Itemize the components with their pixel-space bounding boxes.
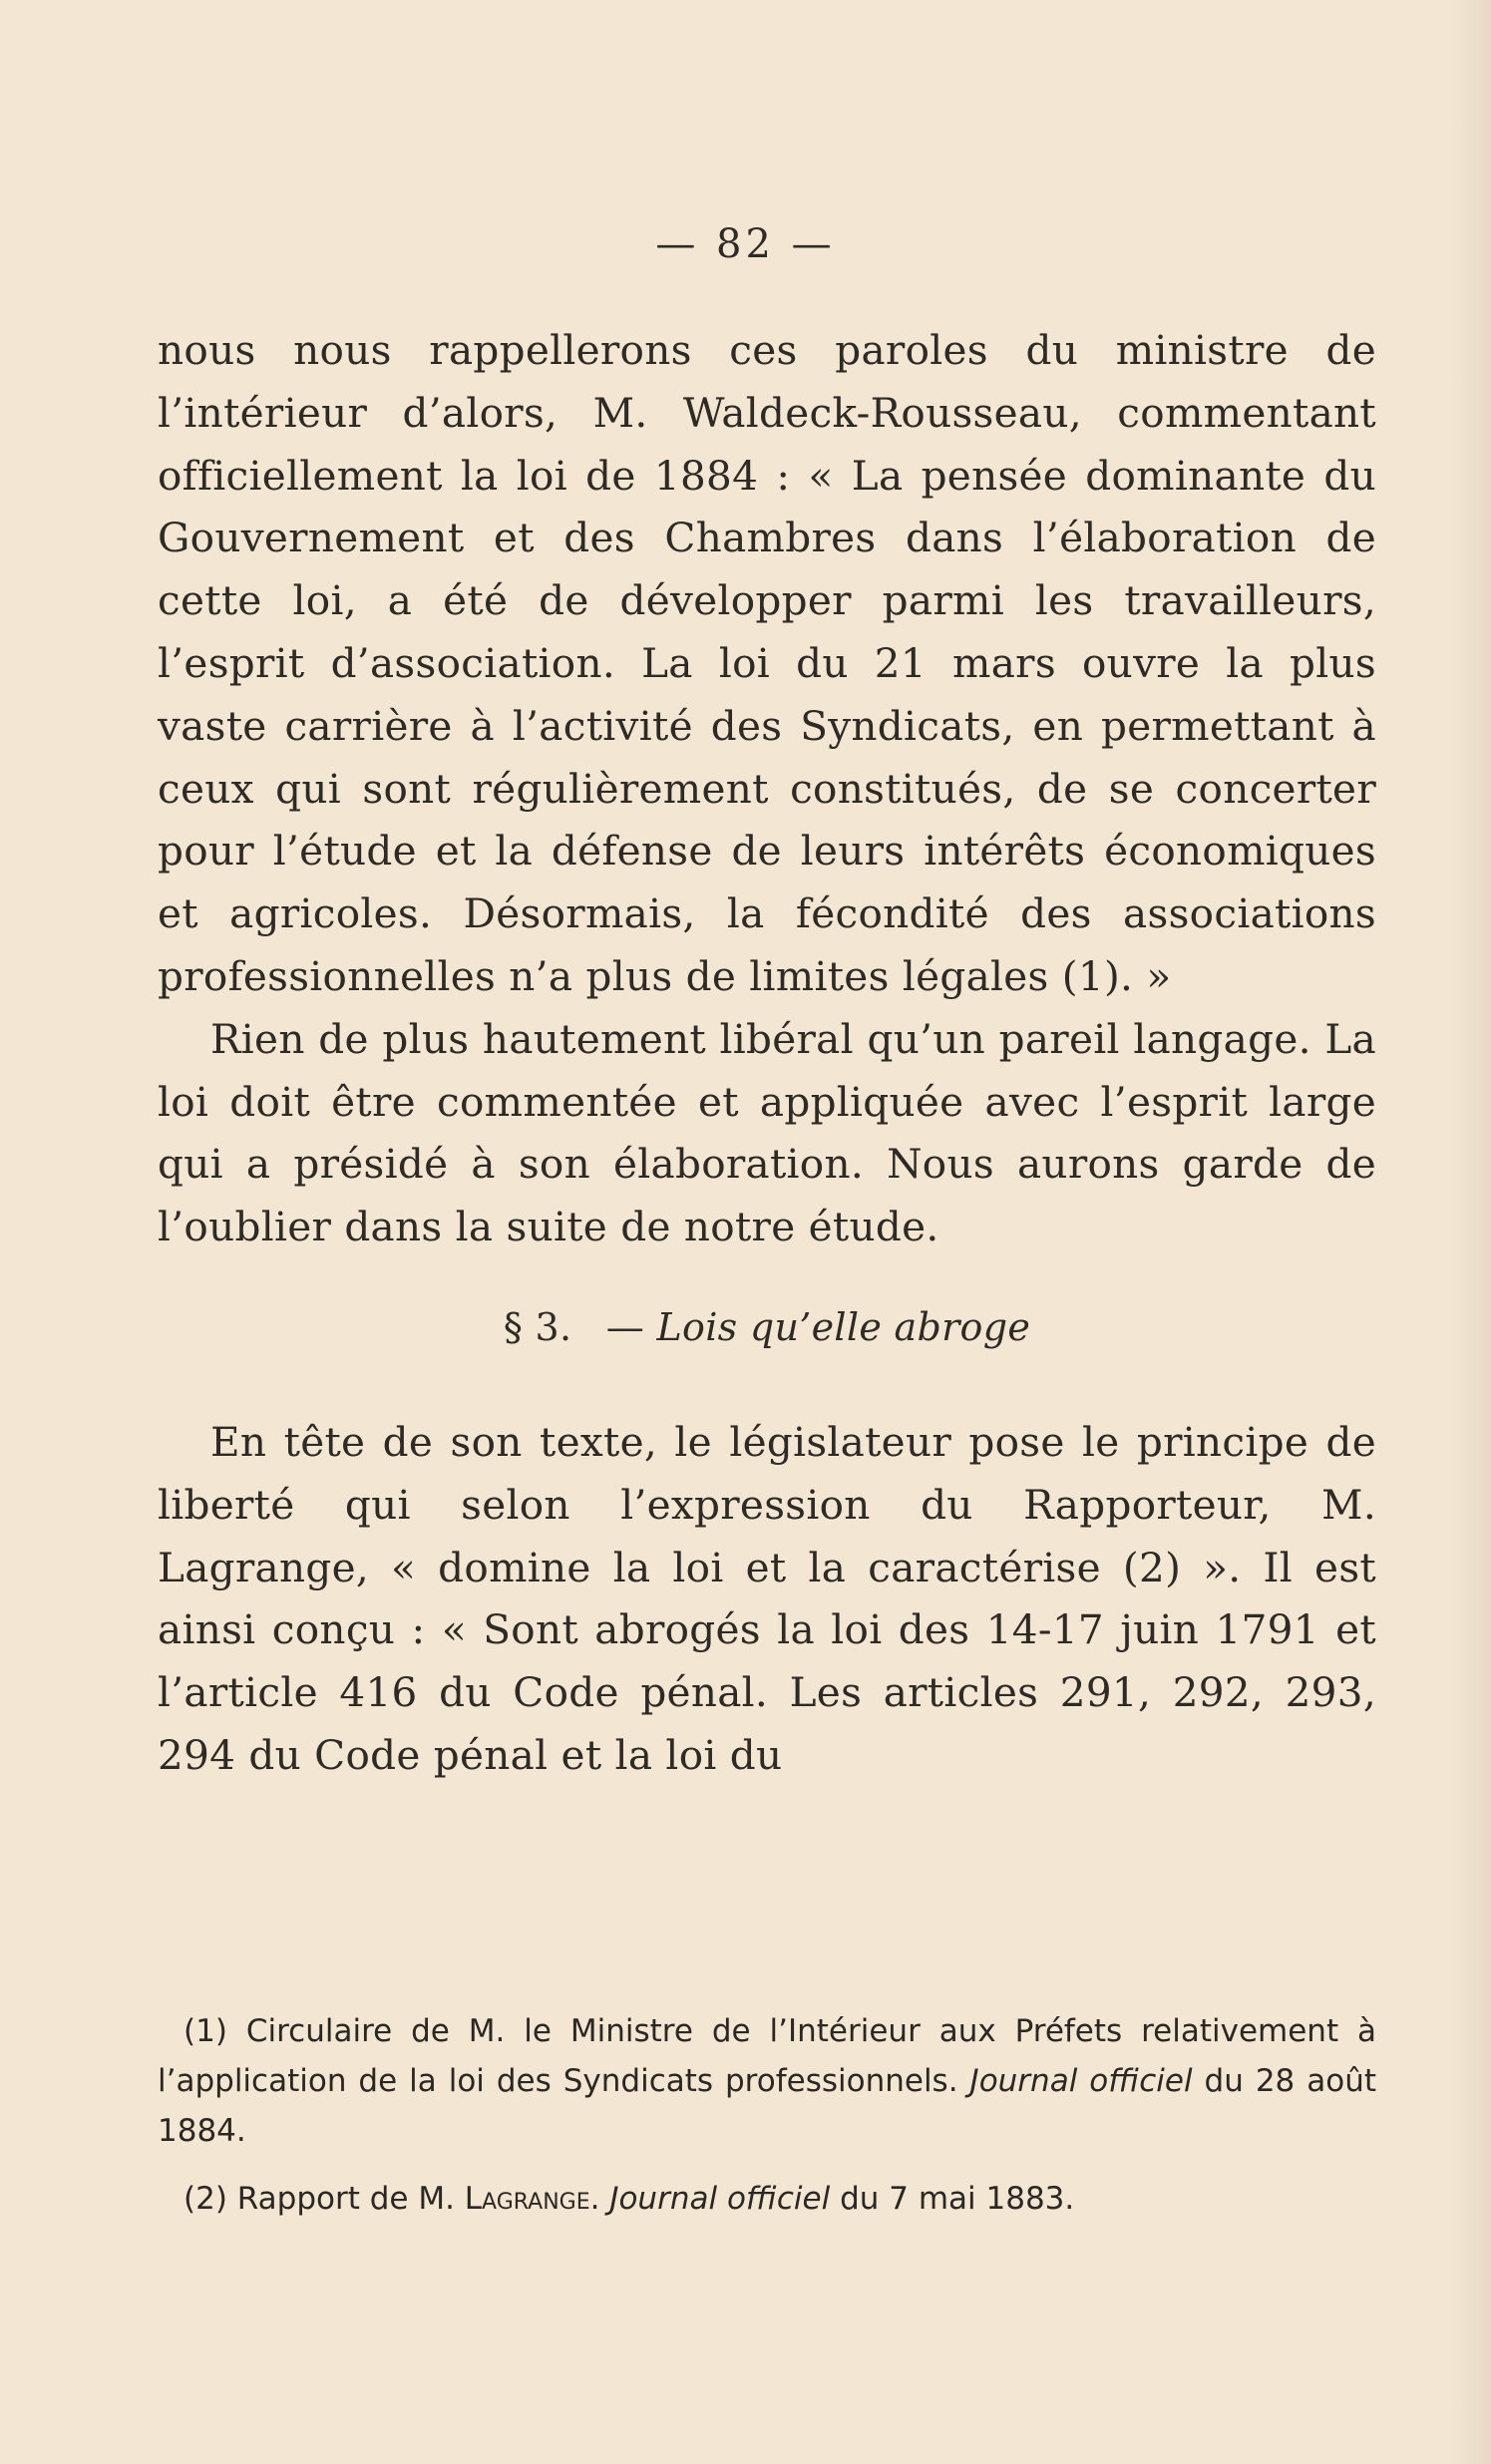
footnote-1-marker: (1) <box>184 2013 227 2049</box>
paragraph-2: Rien de plus hautement libéral qu’un pareil langage. La loi doit être commentée et appliquée avec l’esprit large qui a présidé à son élaboration. Nous aurons garde de l’oublier dans la suite de notre étude. <box>158 1014 1376 1251</box>
section-heading <box>158 1296 1376 1358</box>
body-text <box>158 319 1376 1787</box>
footnote-2-journal: Journal officiel <box>609 2181 831 2217</box>
paragraph-1: nous nous rappellerons ces paroles du ministre de l’intérieur d’alors, M. Waldeck-Rousseau, commentant officiellement la loi de 1884 : « La pensée dominante du Gouvernement et des Chambres dans l’élaboration de cette loi, a été de développer parmi les travailleurs, l’esprit d’association. La loi du 21 mars ouvre la plus vaste carrière à l’activité des Syndicats, en permettant à ceux qui sont régulièrement constitués, de se concerter pour l’étude et la défense de leurs intérêts économiques et agricoles. Désormais, la fécondité des associations professionnelles n’a plus de limites légales (1). » <box>158 326 1376 1000</box>
footnote-2-text: Rapport de M. <box>236 2181 455 2217</box>
footnote-1-text: Circulaire de M. le Ministre de l’Intérieur aux Préfets relativement à l’application de la loi des Syndicats professionnels. <box>158 2013 1377 2099</box>
footnote-2 <box>158 2174 1376 2224</box>
paragraph-3: En tête de son texte, le législateur pose le principe de liberté qui selon l’expression du Rapporteur, M. Lagrange, « domine la loi et la caractérise (2) ». Il est ainsi conçu : « Sont abrogés la loi des 14-17 juin 1791 et l’article 416 du Code pénal. Les articles 291, 292, 293, 294 du Code pénal et la loi du <box>158 1417 1376 1779</box>
footnote-2-date: du 7 mai 1883. <box>840 2181 1075 2217</box>
footnote-1-date: du 28 août 1884. <box>158 2063 1376 2149</box>
page-number: — 82 — <box>655 221 836 267</box>
footnote-2-marker: (2) <box>184 2181 227 2217</box>
footnote-1-journal: Journal officiel <box>969 2063 1193 2099</box>
footnotes <box>158 2006 1376 2224</box>
page-edge-shadow <box>1451 0 1491 2464</box>
section-dash: — <box>605 1304 645 1349</box>
section-title: Lois qu’elle abroge <box>656 1304 1031 1349</box>
footnote-2-author: Lagrange. <box>464 2181 600 2217</box>
footnote-1 <box>158 2006 1376 2156</box>
section-number: § 3. <box>503 1304 572 1349</box>
